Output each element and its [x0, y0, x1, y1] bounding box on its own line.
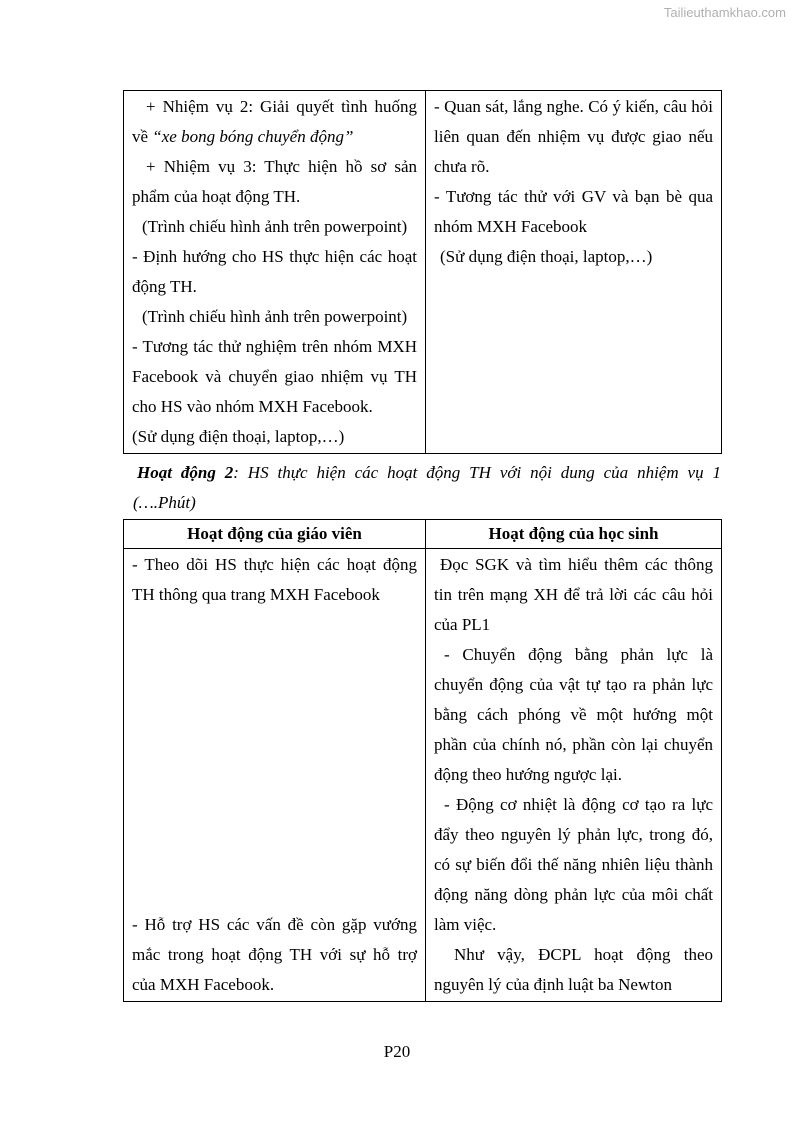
table2-student-cell: [426, 549, 722, 1002]
page-content: [123, 90, 721, 1002]
activity2-heading-line2: (….Phút): [133, 493, 196, 512]
student-interact: - Tương tác thử với GV và bạn bè qua nhóm MXH Facebook: [434, 187, 713, 236]
teacher-task2: [132, 92, 417, 152]
teacher-interaction: - Tương tác thử nghiệm trên nhóm MXH Facebook và chuyển giao nhiệm vụ TH cho HS vào nhóm MXH Facebook.: [132, 337, 417, 416]
student-heat-engine: - Động cơ nhiệt là động cơ tạo ra lực đẩy theo nguyên lý phản lực, trong đó, có sự biến đổi thế năng nhiên liệu thành động năng dòng phản lực của môi chất làm việc.: [434, 795, 713, 934]
student-conclusion: Như vậy, ĐCPL hoạt động theo nguyên lý của định luật ba Newton: [434, 945, 713, 994]
page-number: P20: [383, 1042, 411, 1061]
student-read-sgk: Đọc SGK và tìm hiểu thêm các thông tin trên mạng XH để trả lời các câu hỏi của PL1: [434, 555, 713, 634]
table1-student-cell: [426, 91, 722, 454]
activity2-title: : HS thực hiện các hoạt động TH với nội dung của nhiệm vụ 1: [233, 463, 721, 482]
teacher-note-slide2: (Trình chiếu hình ảnh trên powerpoint): [142, 307, 408, 326]
table2-teacher-cell: [124, 549, 426, 1002]
activity2-heading-line1: [133, 458, 721, 488]
table-activity2: [123, 519, 722, 1002]
table-row: [124, 549, 722, 1002]
table1-teacher-cell: [124, 91, 426, 454]
activity2-label: Hoạt động 2: [137, 463, 234, 482]
teacher-monitor: - Theo dõi HS thực hiện các hoạt động TH thông qua trang MXH Facebook: [132, 555, 417, 604]
teacher-task3: + Nhiệm vụ 3: Thực hiện hồ sơ sản phẩm của hoạt động TH.: [132, 157, 417, 206]
table2-header-teacher: Hoạt động của giáo viên: [124, 520, 426, 549]
teacher-task2-text: + Nhiệm vụ 2: Giải quyết tình huống về: [132, 97, 417, 146]
teacher-support: - Hỗ trợ HS các vấn đề còn gặp vướng mắc trong hoạt động TH với sự hỗ trợ của MXH Facebook.: [132, 915, 417, 994]
student-observe: - Quan sát, lắng nghe. Có ý kiến, câu hỏi liên quan đến nhiệm vụ được giao nếu chưa rõ.: [434, 97, 713, 176]
activity2-heading: [123, 458, 721, 518]
table2-header-student: Hoạt động của học sinh: [426, 520, 722, 549]
teacher-task2-quote: “xe bong bóng chuyển động”: [152, 127, 354, 146]
table2-header-row: [124, 520, 722, 549]
table-row: [124, 91, 722, 454]
teacher-orientation: - Định hướng cho HS thực hiện các hoạt động TH.: [132, 247, 417, 296]
teacher-devices: (Sử dụng điện thoại, laptop,…): [132, 427, 345, 446]
student-reaction-motion: - Chuyển động bằng phản lực là chuyển động của vật tự tạo ra phản lực bằng cách phóng về một hướng một phần của chính nó, phần còn lại chuyển động theo hướng ngược lại.: [434, 645, 713, 784]
watermark: Tailieuthamkhao.com: [663, 5, 786, 20]
teacher-note-slide1: (Trình chiếu hình ảnh trên powerpoint): [142, 217, 408, 236]
table-activity1-continued: [123, 90, 722, 454]
student-devices: (Sử dụng điện thoại, laptop,…): [440, 247, 653, 266]
